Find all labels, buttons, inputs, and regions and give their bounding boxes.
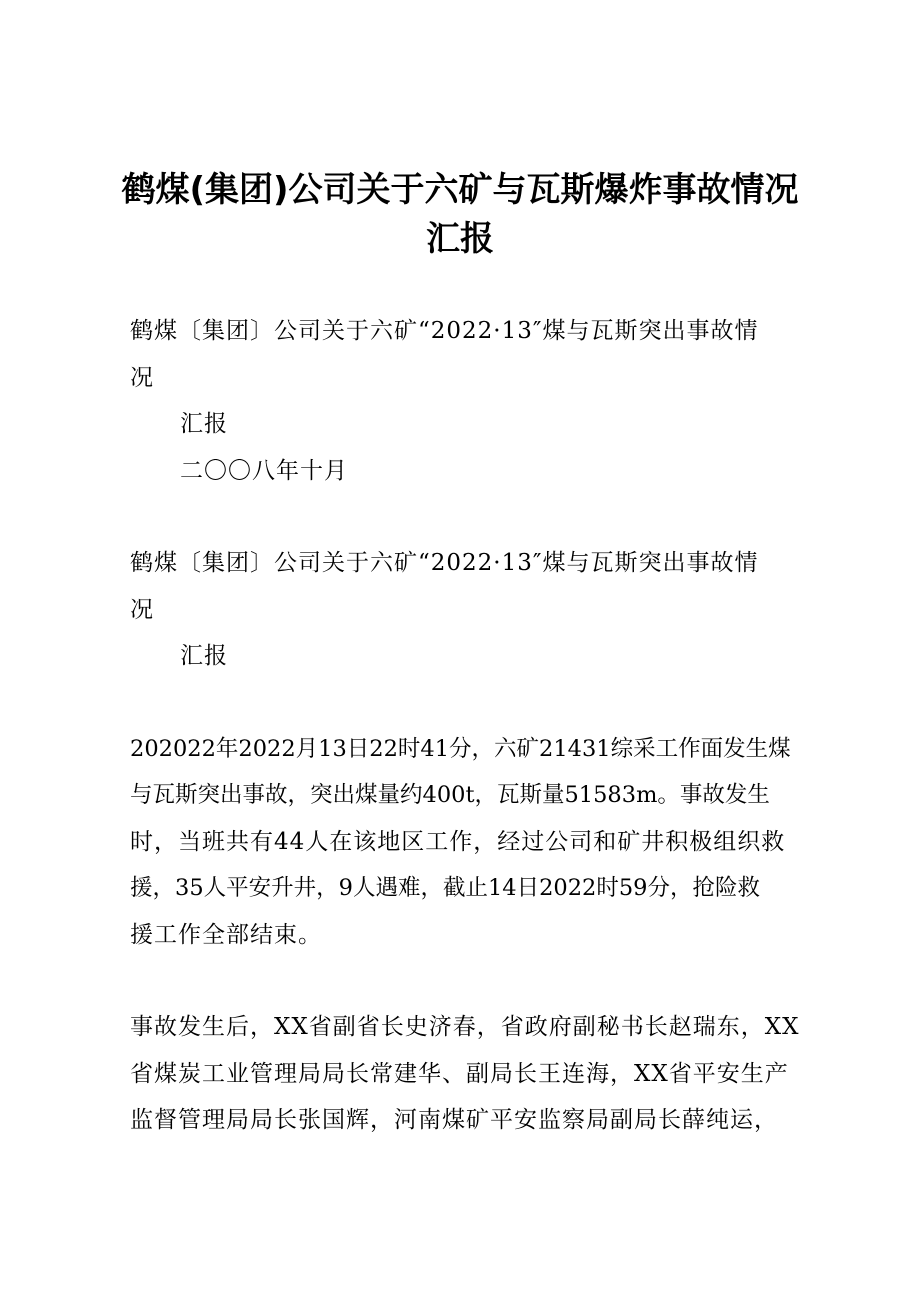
paragraph-2-line-1: 事故发生后，XX省副省长史济春，省政府副秘书长赵瑞东，XX xyxy=(130,1014,800,1040)
paragraph-1-line-3: 时，当班共有44人在该地区工作，经过公司和矿井积极组织救 xyxy=(130,829,786,855)
heading-block-1-line-2: 况 xyxy=(130,365,154,391)
paragraph-2-line-2: 省煤炭工业管理局局长常建华、副局长王连海，XX省平安生产 xyxy=(130,1061,789,1087)
document-date: 二〇〇八年十月 xyxy=(180,458,348,484)
heading-block-2-line-2: 况 xyxy=(130,597,154,623)
paragraph-1-line-4: 援，35人平安升井，9人遇难，截止14日2022时59分，抢险救 xyxy=(130,875,760,901)
document-title-line-1: 鹤煤(集团)公司关于六矿与瓦斯爆炸事故情况 xyxy=(121,170,799,210)
paragraph-1-line-1: 202022年2022月13日22时41分，六矿21431综采工作面发生煤 xyxy=(130,736,791,762)
heading-block-1-line-1: 鹤煤〔集团〕公司关于六矿“2022·13″煤与瓦斯突出事故情 xyxy=(130,318,759,344)
heading-block-2-line-1: 鹤煤〔集团〕公司关于六矿“2022·13″煤与瓦斯突出事故情 xyxy=(130,550,759,576)
heading-block-1-line-3: 汇报 xyxy=(180,411,228,437)
paragraph-2-line-3: 监督管理局局长张国辉，河南煤矿平安监察局副局长薛纯运， xyxy=(130,1107,778,1133)
paragraph-1-line-5: 援工作全部结束。 xyxy=(130,922,322,948)
heading-block-2-line-3: 汇报 xyxy=(180,643,228,669)
document-title-line-2: 汇报 xyxy=(426,219,494,259)
paragraph-1-line-2: 与瓦斯突出事故，突出煤量约400t，瓦斯量51583m。事故发生 xyxy=(130,782,770,808)
